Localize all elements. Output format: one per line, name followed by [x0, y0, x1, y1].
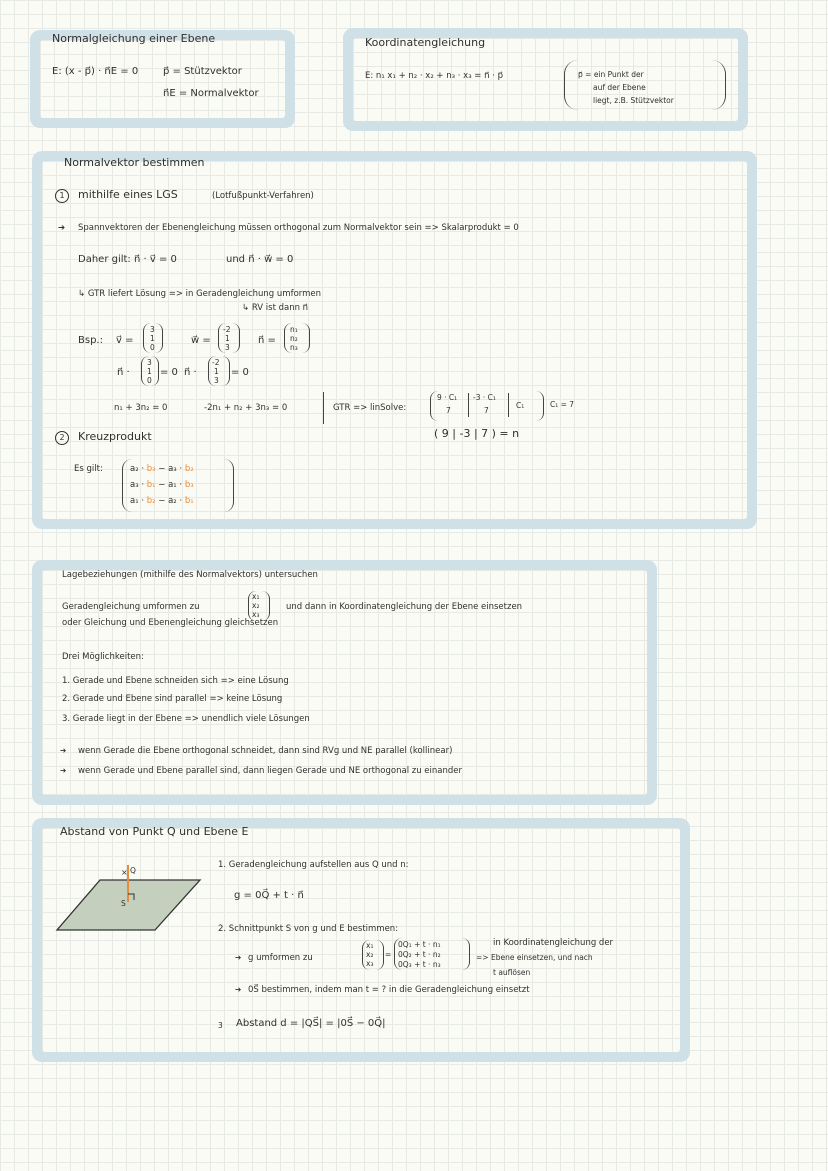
bsp-n-lhs: n⃗ = [258, 335, 276, 346]
gtr-sep1 [468, 393, 469, 417]
point-q-marker: × [121, 868, 128, 877]
cross-row-3: a₁ · b₂ − a₂ · b₁ [130, 496, 194, 506]
step2-vl-3: x₃ [366, 959, 374, 968]
step2-right-1: in Koordinatengleichung der [493, 938, 614, 948]
lage-vec-2: x₂ [252, 601, 260, 610]
bsp-n-1: n₁ [290, 325, 298, 334]
method1-line1: Spannvektoren der Ebenengleichung müssen orthogonal zum Normalvektor sein => Skalarprodukt = 0 [78, 223, 519, 233]
lage-line2: oder Gleichung und Ebenengleichung gleichsetzen [62, 618, 279, 628]
method2-title: Kreuzprodukt [78, 430, 152, 443]
method1-line3: ↳ GTR liefert Lösung => in Geradengleichung umformen [78, 289, 322, 299]
gtr-c2: -3 · C₁ [473, 393, 496, 402]
dot2-v2: 1 [214, 367, 219, 376]
bsp-n-2: n₂ [290, 334, 298, 343]
koord-note-line3: liegt, z.B. Stützvektor [593, 96, 674, 105]
arrow-bullet-1: ➔ [60, 746, 67, 755]
koordinatengleichung-title: Koordinatengleichung [365, 36, 486, 49]
step2-right-2: => Ebene einsetzen, und nach [476, 953, 593, 962]
bsp-v-lhs: v⃗ = [116, 335, 134, 346]
koordinatengleichung-equation: E: n₁ x₁ + n₂ · x₂ + n₃ · x₃ = n⃗ · p⃗ [365, 71, 504, 81]
lage-item-1: 1. Gerade und Ebene schneiden sich => eine Lösung [62, 676, 289, 686]
abstand-step1: 1. Geradengleichung aufstellen aus Q und n: [218, 860, 409, 870]
dot2-rhs: = 0 [231, 367, 249, 378]
normalgleichung-equation: E: (x - p⃗) · n⃗E = 0 [52, 66, 139, 77]
step2-vr-1: 0Q₁ + t · n₁ [398, 940, 441, 949]
normalvektor-title: Normalvektor bestimmen [64, 156, 205, 169]
step3-number: 3 [218, 1021, 223, 1030]
cross-row-2: a₃ · b₁ − a₁ · b₃ [130, 480, 194, 490]
method1-line2b: und n⃗ · w⃗ = 0 [226, 254, 294, 265]
normalgleichung-title: Normalgleichung einer Ebene [52, 32, 216, 45]
step2-vl-1: x₁ [366, 941, 374, 950]
lage-line1b: und dann in Koordinatengleichung der Ebene einsetzen [286, 602, 523, 612]
dot1-rhs: = 0 [160, 367, 178, 378]
lage-item-3: 3. Gerade liegt in der Ebene => unendlich viele Lösungen [62, 714, 310, 724]
abstand-step2: 2. Schnittpunkt S von g und E bestimmen: [218, 924, 399, 934]
stuetzvektor-def: p⃗ = Stützvektor [163, 66, 242, 77]
method1-line2a: Daher gilt: n⃗ · v⃗ = 0 [78, 254, 177, 265]
koord-note-line2: auf der Ebene [593, 83, 646, 92]
gtr-c1-den: 7 [446, 406, 451, 415]
arrow-bullet-2: ➔ [60, 766, 67, 775]
dot2-lhs: n⃗ · [184, 367, 197, 378]
bsp-w-lhs: w⃗ = [191, 335, 211, 346]
step2-vr-3: 0Q₃ + t · n₃ [398, 960, 441, 969]
step2-equals: = [385, 950, 392, 959]
gtr-cval: C₁ = 7 [550, 400, 575, 409]
koord-note-line1: p⃗ = ein Punkt der [578, 70, 644, 79]
dot1-v1: 3 [147, 358, 152, 367]
bsp-w-1: -2 [223, 325, 231, 334]
drei-moeglichkeiten: Drei Möglichkeiten: [62, 652, 144, 662]
gtr-divider [323, 392, 324, 424]
dot1-lhs: n⃗ · [117, 367, 130, 378]
method1-subtitle: (Lotfußpunkt-Verfahren) [212, 191, 314, 201]
gtr-c3: C₁ [516, 401, 525, 410]
method1-title: mithilfe eines LGS [78, 188, 178, 201]
abstand-step2-bullet: g umformen zu [248, 953, 313, 963]
gtr-sep2 [508, 393, 509, 417]
lage-line1a: Geradengleichung umformen zu [62, 602, 200, 612]
gtr-result: ( 9 | -3 | 7 ) = n [434, 427, 520, 440]
gtr-label: GTR => linSolve: [333, 403, 407, 413]
method2-number: 2 [55, 431, 69, 445]
gtr-c2-den: 7 [484, 406, 489, 415]
dot1-v2: 1 [147, 367, 152, 376]
bsp-v-1: 3 [150, 325, 155, 334]
lage-vec-1: x₁ [252, 592, 260, 601]
step2-bullet-arrow: ➔ [235, 953, 242, 962]
bsp-n-3: n₃ [290, 343, 298, 352]
bsp-w-2: 1 [225, 334, 230, 343]
cross-row-1: a₂ · b₃ − a₃ · b₂ [130, 464, 194, 474]
method1-number: 1 [55, 189, 69, 203]
lage-vec-3: x₃ [252, 610, 260, 619]
lage-item-2: 2. Gerade und Ebene sind parallel => keine Lösung [62, 694, 283, 704]
point-q-label: Q [130, 866, 136, 875]
dot2-v1: -2 [212, 358, 220, 367]
gtr-c1: 9 · C₁ [437, 393, 458, 402]
dot2-v3: 3 [214, 376, 219, 385]
lage-title: Lagebeziehungen (mithilfe des Normalvektors) untersuchen [62, 570, 318, 580]
abstand-step3: Abstand d = |QS⃗| = |0S⃗ − 0Q⃗| [236, 1018, 386, 1029]
eq1: n₁ + 3n₂ = 0 [114, 403, 168, 413]
step2-vl-2: x₂ [366, 950, 374, 959]
arrow-bullet: ➔ [58, 223, 66, 233]
lage-bullet-2: wenn Gerade und Ebene parallel sind, dann liegen Gerade und NE orthogonal zu einander [78, 766, 463, 776]
bsp-v-2: 1 [150, 334, 155, 343]
eq2: -2n₁ + n₂ + 3n₃ = 0 [204, 403, 288, 413]
abstand-step2-bullet2: 0S⃗ bestimmen, indem man t = ? in die Geradengleichung einsetzt [248, 985, 530, 995]
step2-right-3: t auflösen [493, 968, 531, 977]
es-gilt: Es gilt: [74, 464, 103, 474]
dot1-v3: 0 [147, 376, 152, 385]
method1-line4: ↳ RV ist dann n⃗ [242, 303, 309, 313]
point-s-label: S [121, 899, 126, 908]
bsp-w-3: 3 [225, 343, 230, 352]
bsp-label: Bsp.: [78, 335, 103, 346]
abstand-title: Abstand von Punkt Q und Ebene E [60, 825, 249, 838]
bsp-v-3: 0 [150, 343, 155, 352]
abstand-step1-eq: g = 0Q⃗ + t · n⃗ [234, 890, 304, 901]
lage-bullet-1: wenn Gerade die Ebene orthogonal schneidet, dann sind RVg und NE parallel (kollinear) [78, 746, 453, 756]
normalvektor-def: n⃗E = Normalvektor [163, 88, 259, 99]
step2-vr-2: 0Q₂ + t · n₂ [398, 950, 441, 959]
step2-bullet2-arrow: ➔ [235, 985, 242, 994]
